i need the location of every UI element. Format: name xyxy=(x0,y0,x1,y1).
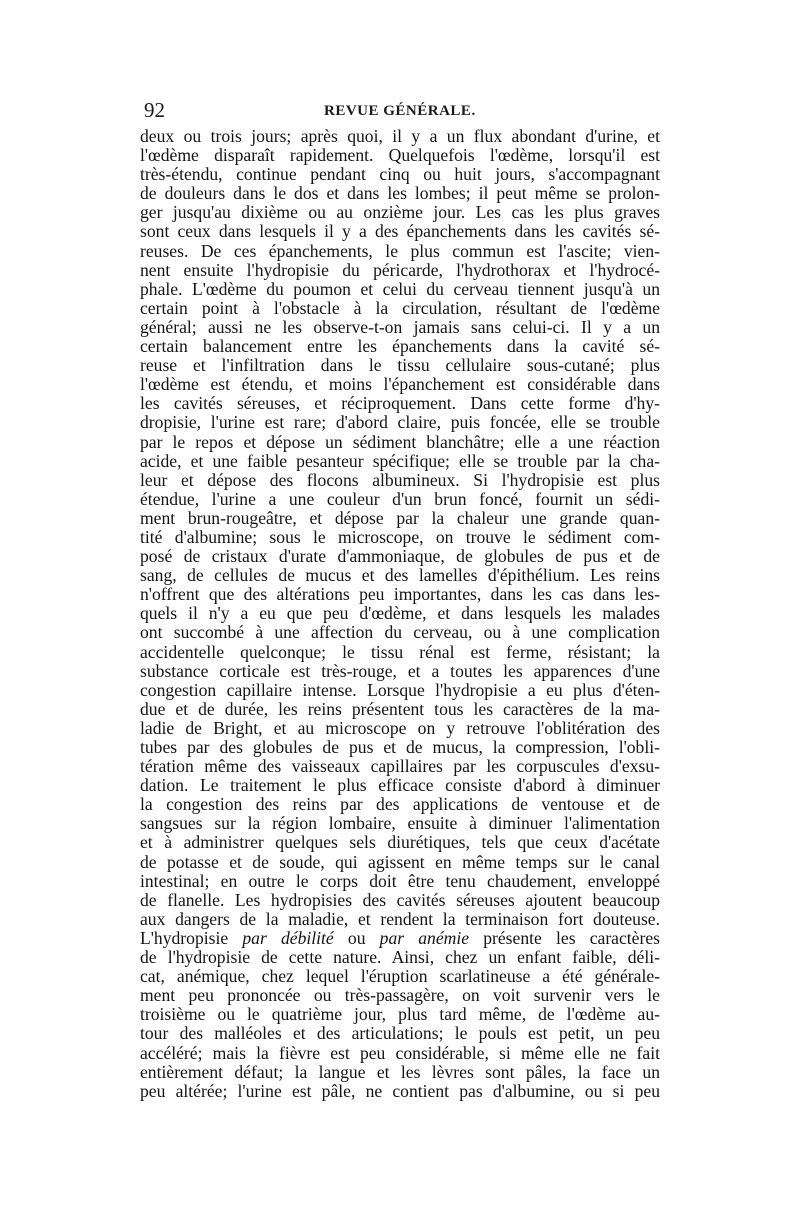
body-text xyxy=(140,127,660,1101)
text-line: quels il n'y a eu que peu d'œdème, et dans lesquels les malades xyxy=(140,604,660,624)
text-line: phale. L'œdème du poumon et celui du cerveau tiennent jusqu'à un xyxy=(140,279,660,299)
text-line: tour des malléoles et des articulations; le pouls est petit, un peu xyxy=(140,1024,660,1044)
text-line: nent ensuite l'hydropisie du péricarde, l'hydrothorax et l'hydrocé- xyxy=(140,260,660,280)
text-line: ment peu prononcée ou très-passagère, on voit survenir vers le xyxy=(140,986,660,1006)
text-line: n'offrent que des altérations peu importantes, dans les cas dans les- xyxy=(140,585,660,605)
text-line: par le repos et dépose un sédiment blanchâtre; elle a une réaction xyxy=(140,432,660,452)
page-header xyxy=(144,98,660,124)
text-line: certain balancement entre les épanchements dans la cavité sé- xyxy=(140,337,660,357)
running-head: REVUE GÉNÉRALE. xyxy=(324,103,476,119)
text-line: les cavités séreuses, et réciproquement. Dans cette forme d'hy- xyxy=(140,394,660,414)
text-line: ladie de Bright, et au microscope on y retrouve l'oblitération des xyxy=(140,718,660,738)
italic-phrase: par anémie xyxy=(379,928,470,948)
text-line: intestinal; en outre le corps doit être tenu chaudement, enveloppé xyxy=(140,871,660,891)
text-line: de flanelle. Les hydropisies des cavités séreuses ajoutent beaucoup xyxy=(140,890,660,910)
text-line: ger jusqu'au dixième ou au onzième jour. Les cas les plus graves xyxy=(140,203,660,223)
text-line: due et de durée, les reins présentent tous les caractères de la ma- xyxy=(140,699,660,719)
text-line: certain point à l'obstacle à la circulation, résultant de l'œdème xyxy=(140,298,660,318)
text-segment: présente les caractères xyxy=(469,928,660,948)
text-line xyxy=(140,929,660,948)
text-line: et à administrer quelques sels diurétiques, tels que ceux d'acétate xyxy=(140,833,660,853)
text-line: très-étendu, continue pendant cinq ou huit jours, s'accompagnant xyxy=(140,165,660,185)
text-line: reuses. De ces épanchements, le plus commun est l'ascite; vien- xyxy=(140,241,660,261)
text-line: la congestion des reins par des applications de ventouse et de xyxy=(140,795,660,815)
text-line: sang, de cellules de mucus et des lamelles d'épithélium. Les reins xyxy=(140,566,660,586)
text-line: accéléré; mais la fièvre est peu considérable, si même elle ne fait xyxy=(140,1043,660,1063)
text-line: troisième ou le quatrième jour, plus tard même, de l'œdème au- xyxy=(140,1005,660,1025)
text-line: aux dangers de la maladie, et rendent la terminaison fort douteuse. xyxy=(140,909,660,929)
text-line: ment brun-rougeâtre, et dépose par la chaleur une grande quan- xyxy=(140,508,660,528)
text-line: entièrement défaut; la langue et les lèvres sont pâles, la face un xyxy=(140,1062,660,1082)
text-line: tubes par des globules de pus et de mucus, la compression, l'obli- xyxy=(140,738,660,757)
text-line: accidentelle quelconque; le tissu rénal est ferme, résistant; la xyxy=(140,642,660,662)
text-line: dation. Le traitement le plus efficace consiste d'abord à diminuer xyxy=(140,776,660,796)
text-line: substance corticale est très-rouge, et a toutes les apparences d'une xyxy=(140,661,660,681)
text-line: ont succombé à une affection du cerveau, ou à une complication xyxy=(140,623,660,643)
text-line: général; aussi ne les observe-t-on jamais sans celui-ci. Il y a un xyxy=(140,317,660,337)
text-line: de douleurs dans le dos et dans les lombes; il peut même se prolon- xyxy=(140,184,660,204)
text-line: posé de cristaux d'urate d'ammoniaque, de globules de pus et de xyxy=(140,547,660,567)
text-line: l'œdème est étendu, et moins l'épanchement est considérable dans xyxy=(140,375,660,395)
text-line: deux ou trois jours; après quoi, il y a un flux abondant d'urine, et xyxy=(140,127,660,146)
text-line: reuse et l'infiltration dans le tissu cellulaire sous-cutané; plus xyxy=(140,356,660,376)
text-line: tité d'albumine; sous le microscope, on trouve le sédiment com- xyxy=(140,527,660,547)
text-segment: ou xyxy=(333,928,380,948)
text-line: cat, anémique, chez lequel l'éruption scarlatineuse a été générale- xyxy=(140,967,660,987)
text-line: l'œdème disparaît rapidement. Quelquefois l'œdème, lorsqu'il est xyxy=(140,146,660,166)
text-line: étendue, l'urine a une couleur d'un brun foncé, fournit un sédi- xyxy=(140,489,660,509)
text-segment: L'hydropisie xyxy=(140,928,243,948)
text-line: sangsues sur la région lombaire, ensuite à diminuer l'alimentation xyxy=(140,814,660,834)
text-line: acide, et une faible pesanteur spécifique; elle se trouble par la cha- xyxy=(140,451,660,471)
italic-phrase: par débilité xyxy=(242,928,334,948)
text-line: tération même des vaisseaux capillaires par les corpuscules d'exsu- xyxy=(140,757,660,777)
text-line: congestion capillaire intense. Lorsque l'hydropisie a eu plus d'éten- xyxy=(140,680,660,700)
text-line: de l'hydropisie de cette nature. Ainsi, chez un enfant faible, déli- xyxy=(140,948,660,968)
text-line: peu altérée; l'urine est pâle, ne contient pas d'albumine, ou si peu xyxy=(140,1081,660,1101)
text-line: dropisie, l'urine est rare; d'abord claire, puis foncée, elle se trouble xyxy=(140,413,660,433)
text-line: de potasse et de soude, qui agissent en même temps sur le canal xyxy=(140,852,660,872)
page-number: 92 xyxy=(144,98,165,122)
text-line: leur et dépose des flocons albumineux. Si l'hydropisie est plus xyxy=(140,470,660,490)
text-line: sont ceux dans lesquels il y a des épanchements dans les cavités sé- xyxy=(140,222,660,242)
